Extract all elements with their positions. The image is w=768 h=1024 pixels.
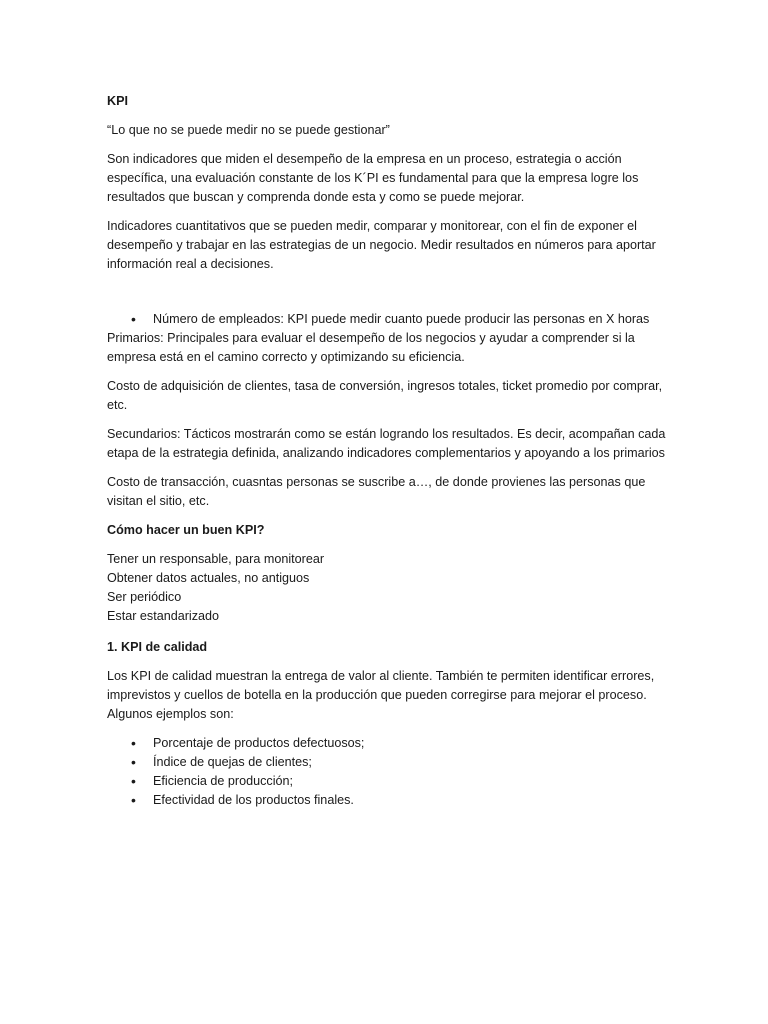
spacer bbox=[107, 284, 667, 310]
list-item: • Efectividad de los productos finales. bbox=[131, 791, 667, 810]
document-title: KPI bbox=[107, 94, 128, 108]
list-item: Ser periódico bbox=[107, 590, 182, 604]
list-item: • Número de empleados: KPI puede medir cuanto puede producir las personas en X horas bbox=[131, 310, 667, 329]
paragraph-costo-transaccion: Costo de transacción, cuasntas personas se suscribe a…, de donde provienes las personas que visitan el sitio, etc. bbox=[107, 475, 646, 508]
paragraph-quantitative: Indicadores cuantitativos que se pueden medir, comparar y monitorear, con el fin de exponer el desempeño y trabajar en las estrategias de un negocio. Medir resultados en números para aportar información real a decisiones. bbox=[107, 219, 656, 271]
como-list bbox=[107, 550, 667, 626]
list-item: • Porcentaje de productos defectuosos; bbox=[131, 734, 667, 753]
bullet-list-employees bbox=[107, 310, 667, 329]
paragraph-calidad: Los KPI de calidad muestran la entrega de valor al cliente. También te permiten identificar errores, imprevistos y cuellos de botella en la producción que pueden corregirse para mejorar el proceso. Algunos ejemplos son: bbox=[107, 669, 655, 721]
quote: “Lo que no se puede medir no se puede gestionar” bbox=[107, 123, 390, 137]
document-page bbox=[107, 92, 667, 810]
list-item: Estar estandarizado bbox=[107, 609, 220, 623]
list-item: • Eficiencia de producción; bbox=[131, 772, 667, 791]
paragraph-costo-adquisicion: Costo de adquisición de clientes, tasa de conversión, ingresos totales, ticket promedio por comprar, etc. bbox=[107, 379, 663, 412]
list-item: Obtener datos actuales, no antiguos bbox=[107, 571, 310, 585]
paragraph-definition: Son indicadores que miden el desempeño de la empresa en un proceso, estrategia o acción específica, una evaluación constante de los K´PI es fundamental para que la empresa logre los resultados que buscan y comprenda donde esta y como se puede mejorar. bbox=[107, 152, 639, 204]
heading-como-hacer: Cómo hacer un buen KPI? bbox=[107, 523, 265, 537]
paragraph-secundarios: Secundarios: Tácticos mostrarán como se están logrando los resultados. Es decir, acompañan cada etapa de la estrategia definida, analizando indicadores complementarios y apoyando a los primarios bbox=[107, 427, 666, 460]
heading-kpi-calidad: 1. KPI de calidad bbox=[107, 640, 208, 654]
bullet-list-calidad bbox=[107, 734, 667, 810]
list-item: • Índice de quejas de clientes; bbox=[131, 753, 667, 772]
list-item: Tener un responsable, para monitorear bbox=[107, 552, 325, 566]
paragraph-primarios: Primarios: Principales para evaluar el desempeño de los negocios y ayudar a comprender si la empresa está en el camino correcto y optimizando su eficiencia. bbox=[107, 331, 635, 364]
